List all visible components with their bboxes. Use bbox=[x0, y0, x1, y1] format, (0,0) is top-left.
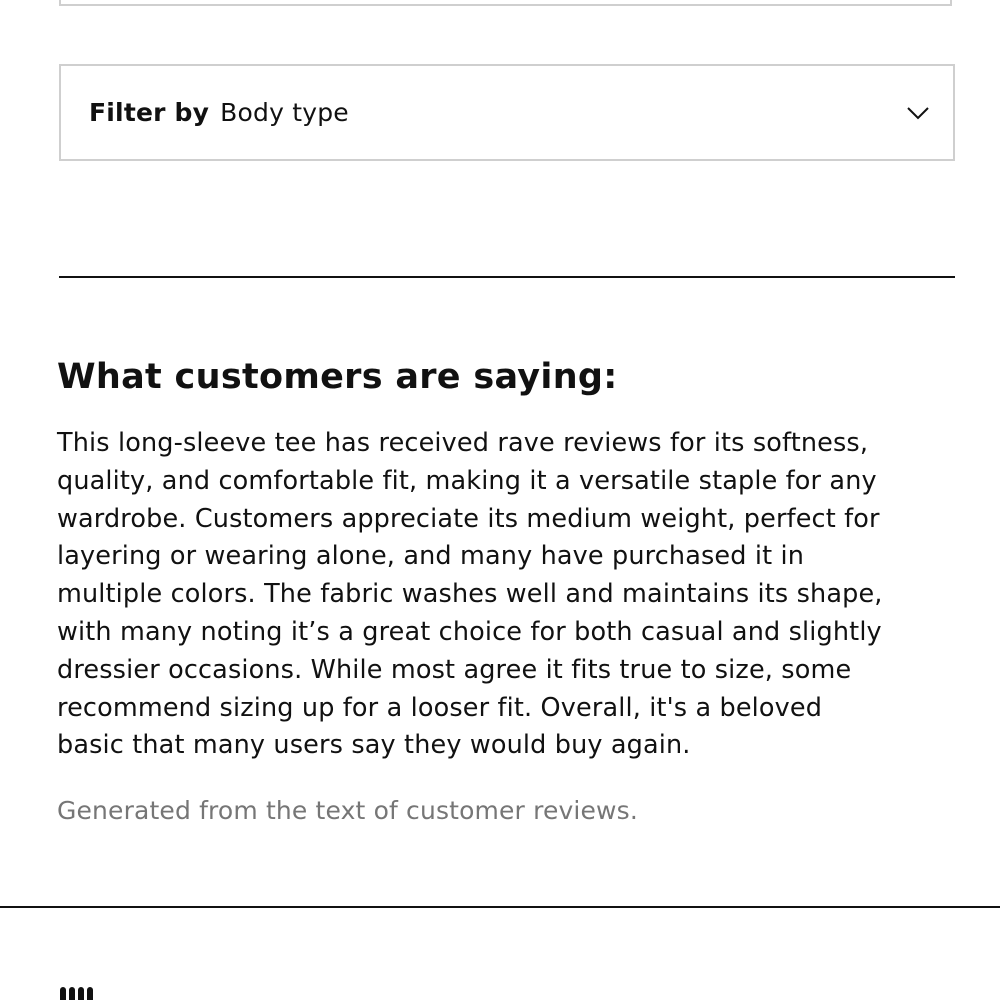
filter-label: Filter by bbox=[89, 98, 210, 127]
chevron-down-icon bbox=[905, 100, 931, 126]
summary-line: recommend sizing up for a looser fit. Overall, it's a beloved bbox=[57, 692, 823, 723]
next-section-heading-cropped bbox=[60, 986, 160, 1000]
summary-line: with many noting it’s a great choice for both casual and slightly bbox=[57, 616, 882, 647]
ai-generated-note: Generated from the text of customer reviews. bbox=[57, 796, 638, 825]
summary-line: basic that many users say they would buy again. bbox=[57, 730, 691, 761]
summary-line: wardrobe. Customers appreciate its medium weight, perfect for bbox=[57, 503, 880, 534]
review-summary-text bbox=[57, 425, 937, 765]
summary-line: multiple colors. The fabric washes well and maintains its shape, bbox=[57, 579, 883, 610]
previous-section-box bbox=[59, 0, 952, 6]
section-divider bbox=[59, 276, 955, 278]
review-summary-heading: What customers are saying: bbox=[57, 357, 618, 397]
summary-line: dressier occasions. While most agree it fits true to size, some bbox=[57, 654, 852, 685]
full-width-divider bbox=[0, 906, 1000, 908]
summary-line: quality, and comfortable fit, making it a versatile staple for any bbox=[57, 465, 877, 496]
summary-line: This long-sleeve tee has received rave reviews for its softness, bbox=[57, 428, 869, 458]
filter-value: Body type bbox=[220, 98, 349, 127]
summary-line: layering or wearing alone, and many have purchased it in bbox=[57, 541, 805, 572]
filter-body-type-dropdown[interactable] bbox=[59, 64, 955, 161]
